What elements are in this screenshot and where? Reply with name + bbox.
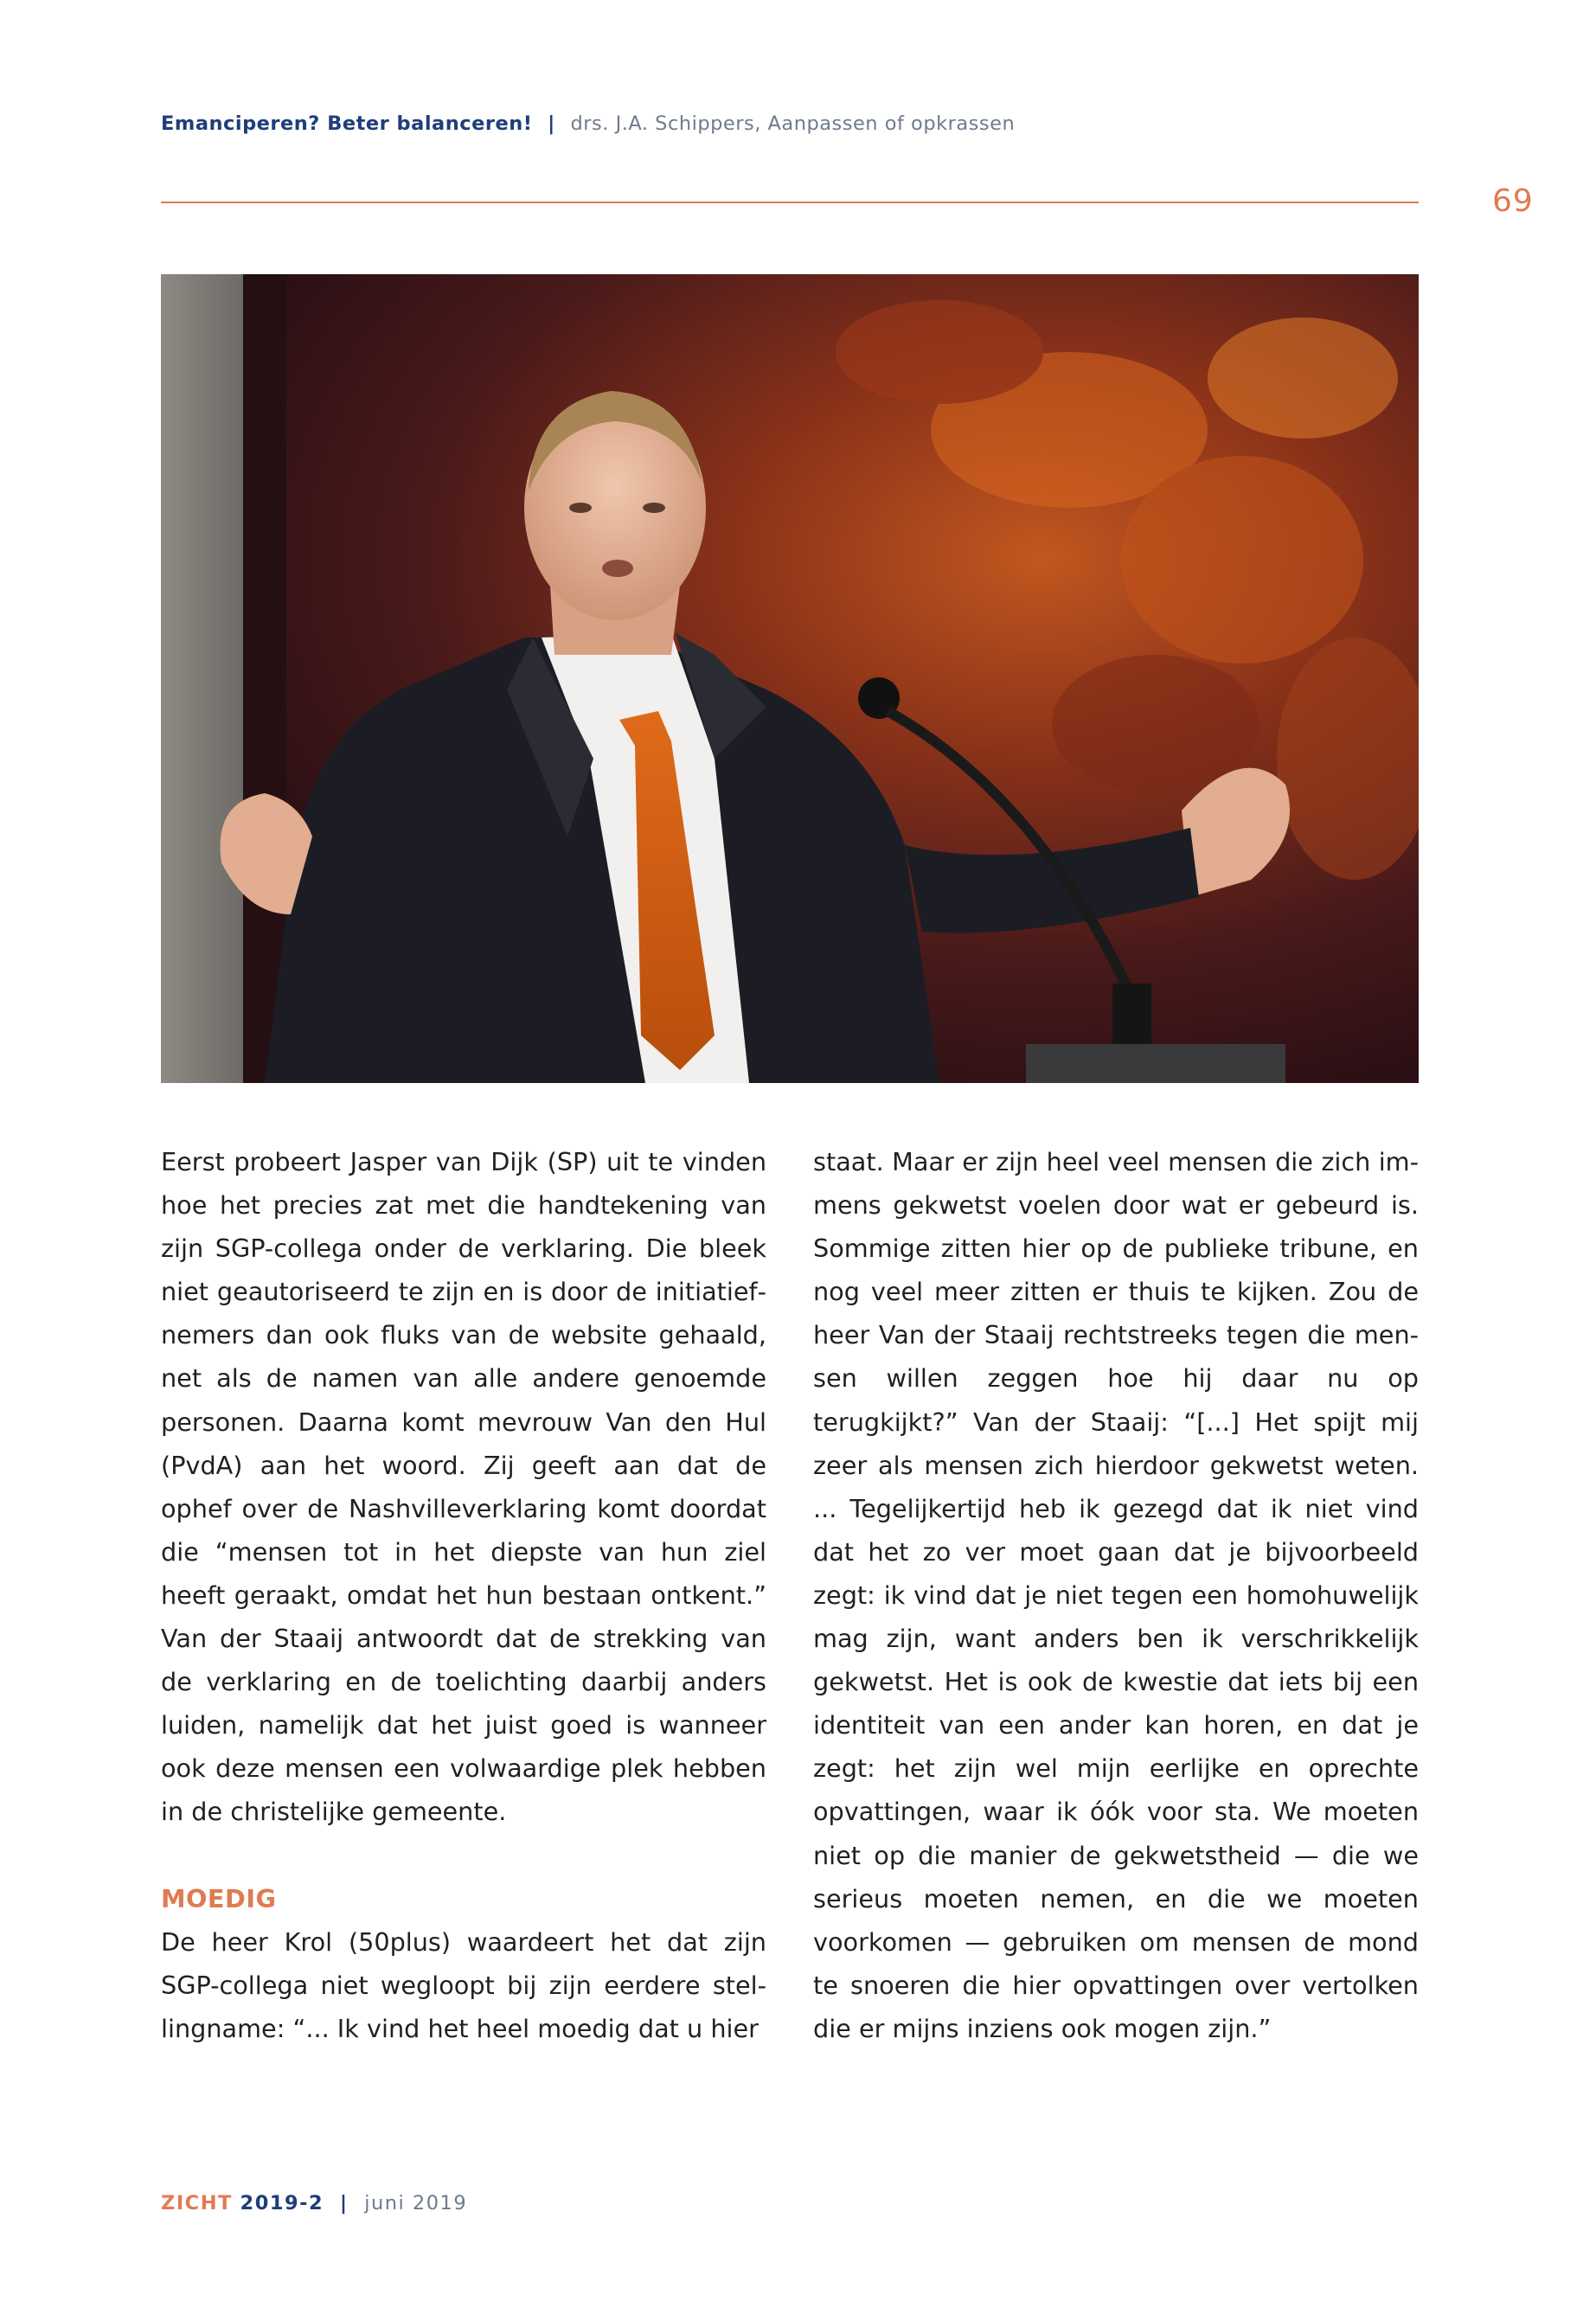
footer-date: juni 2019 <box>364 2192 468 2214</box>
header-title: Emanciperen? Beter balanceren! <box>161 112 533 135</box>
header-separator: | <box>548 112 555 135</box>
left-paragraph-1: Eerst probeert Jasper van Dijk (SP) uit te vinden hoe het precies zat met die handtekening van zijn SGP-collega onder de verklaring. Die bleek niet geautoriseerd te zijn en is door de initiatiefnemers dan ook fluks van de website gehaald, net als de namen van alle andere genoemde personen. Daarna komt mevrouw Van den Hul (PvdA) aan het woord. Zij geeft aan dat de ophef over de Nashvilleverklaring komt doordat die “mensen tot in het diepste van hun ziel heeft geraakt, omdat het hun bestaan ontkent.” Van der Staaij antwoordt dat de strekking van de verklaring en de toelichting daarbij anders luiden, namelijk dat het juist goed is wanneer ook deze mensen een volwaardige plek hebben in de christelijke gemeente. <box>161 1147 766 1827</box>
footer-issue: 2019-2 <box>240 2192 324 2214</box>
speaker-photo <box>161 274 1419 1083</box>
paragraph-spacer <box>161 1834 766 1877</box>
article-column-left <box>161 1140 766 2050</box>
header-divider <box>161 202 1419 203</box>
left-paragraph-2: De heer Krol (50plus) waardeert het dat zijn SGP-collega niet wegloopt bij zijn eerdere stellingname: “... Ik vind het heel moedig dat u hier <box>161 1926 766 2043</box>
right-paragraph-1: staat. Maar er zijn heel veel mensen die zich immens gekwetst voelen door wat er gebeurd is. Sommige zitten hier op de publieke tribune, en nog veel meer zitten er thuis te kijken. Zou de heer Van der Staaij rechtstreeks tegen die mensen willen zeggen hoe hij daar nu op terugkijkt?” Van der Staaij: “[...] Het spijt mij zeer als mensen zich hierdoor gekwetst weten. ... Tegelijkertijd heb ik gezegd dat ik niet vind dat het zo ver moet gaan dat je bijvoorbeeld zegt: ik vind dat je niet tegen een homohuwelijk mag zijn, want anders ben ik verschrikkelijk gekwetst. Het is ook de kwestie dat iets bij een identiteit van een ander kan horen, en dat je zegt: het zijn wel mijn eerlijke en oprechte opvattingen, waar ik óók voor sta. We moeten niet op die manier de gekwetstheid — die we serieus moeten nemen, en die we moeten voorkomen — gebruiken om mensen de mond te snoeren die hier opvattingen over vertolken die er mijns inziens ook mogen zijn.” <box>813 1147 1419 2043</box>
header-subtitle: drs. J.A. Schippers, Aanpassen of opkrassen <box>570 112 1016 135</box>
footer-separator: | <box>339 2192 349 2214</box>
running-header <box>161 112 1015 135</box>
article-column-right <box>813 1140 1419 2050</box>
page-number: 69 <box>1492 183 1534 219</box>
footer-magazine: ZICHT <box>161 2192 233 2214</box>
page-footer <box>161 2192 467 2214</box>
subheading-moedig: MOEDIG <box>161 1883 277 1913</box>
